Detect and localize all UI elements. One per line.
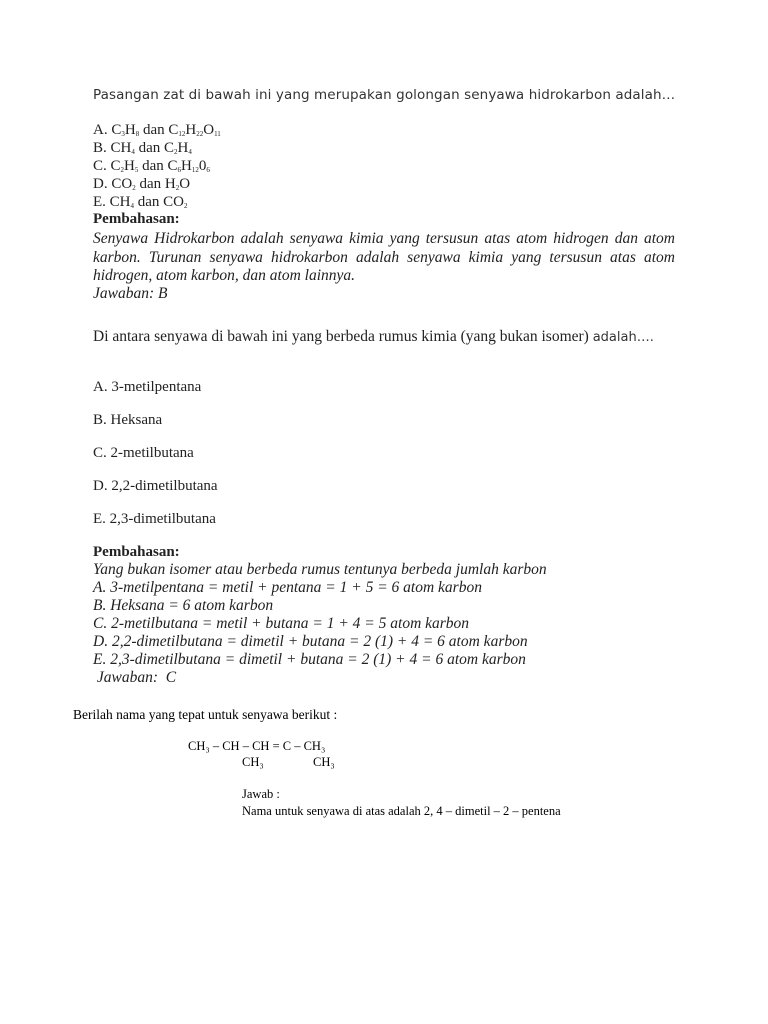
q2-explanation-line: D. 2,2-dimetilbutana = dimetil + butana = 2 (1) + 4 = 6 atom karbon: [93, 633, 528, 650]
formula-branch-2: CH₃: [313, 755, 335, 769]
formula-subscript: 12: [178, 130, 186, 138]
q2-option-b: B. Heksana: [93, 412, 163, 428]
q2-explanation-line: B. Heksana = 6 atom karbon: [93, 597, 274, 614]
option-letter: C.: [93, 158, 111, 174]
answer-label: Jawab :: [242, 787, 280, 801]
formula-text: dan C: [138, 158, 178, 174]
formula-text: H: [124, 158, 135, 174]
q2-answer: Jawaban: C: [93, 669, 177, 686]
q2-pembahasan-heading: Pembahasan:: [93, 544, 180, 560]
formula-main-chain: CH₃ – CH – CH = C – CH₃: [188, 739, 326, 753]
formula-subscript: 6: [177, 166, 182, 174]
q2-option-a: A. 3-metilpentana: [93, 379, 202, 395]
option-letter: A.: [93, 122, 112, 138]
q1-explanation: Senyawa Hidrokarbon adalah senyawa kimia yang tersusun atas atom hidrogen dan atom karbon. Turunan senyawa hidrokarbon adalah senyawa kimia yang tersusun atas atom hidrogen, atom karbon, dan atom lainnya.: [93, 230, 675, 284]
q2-explanation-line: C. 2-metilbutana = metil + butana = 1 + 4 = 5 atom karbon: [93, 615, 470, 632]
formula-text: H: [181, 158, 192, 174]
formula-text: C: [110, 158, 121, 174]
formula-text: CO: [111, 176, 133, 192]
formula-text: dan CO: [134, 194, 185, 210]
formula-subscript: 6: [206, 166, 210, 174]
formula-subscript: 4: [130, 202, 135, 210]
q2-option-e: E. 2,3-dimetilbutana: [93, 511, 216, 527]
formula-text: dan H: [135, 176, 176, 192]
option-letter: E.: [93, 194, 110, 210]
option-letter: B.: [93, 140, 111, 156]
formula-subscript: 3: [121, 130, 125, 138]
formula-subscript: 4: [188, 148, 192, 156]
question-3-text: Berilah nama yang tepat untuk senyawa berikut :: [73, 707, 338, 722]
formula-text: H: [124, 122, 136, 138]
formula-text: CH: [110, 140, 132, 156]
q1-pembahasan-heading: Pembahasan:: [93, 211, 180, 227]
q2-option-d: D. 2,2-dimetilbutana: [93, 478, 218, 494]
question-1-text: Pasangan zat di bawah ini yang merupakan golongan senyawa hidrokarbon adalah…: [93, 87, 676, 103]
formula-subscript: 2: [132, 184, 136, 192]
q2-option-c: C. 2-metilbutana: [93, 445, 194, 461]
formula-subscript: 2: [175, 184, 180, 192]
q2-explanation-line: A. 3-metilpentana = metil + pentana = 1 + 5 = 6 atom karbon: [93, 579, 482, 596]
formula-subscript: 2: [120, 166, 125, 174]
formula-branch-1: CH₃: [242, 755, 264, 769]
formula-subscript: 4: [131, 148, 135, 156]
formula-subscript: 5: [134, 166, 139, 174]
formula-subscript: 12: [191, 166, 199, 174]
formula-subscript: 2: [174, 148, 178, 156]
question-2-main: Di antara senyawa di bawah ini yang berbeda rumus kimia (yang bukan isomer): [93, 328, 593, 345]
q1-answer: Jawaban: B: [93, 285, 168, 302]
formula-text: CH: [109, 194, 131, 210]
formula-subscript: 8: [135, 130, 140, 138]
q2-explanation-line: Yang bukan isomer atau berbeda rumus tentunya berbeda jumlah karbon: [93, 561, 547, 578]
question-2-text: [93, 328, 675, 347]
formula-text: 0: [198, 158, 207, 174]
answer-text: Nama untuk senyawa di atas adalah 2, 4 – dimetil – 2 – pentena: [242, 804, 561, 818]
option-letter: D.: [93, 176, 112, 192]
formula-subscript: 11: [214, 130, 221, 138]
q2-explanation-line: E. 2,3-dimetilbutana = dimetil + butana = 2 (1) + 4 = 6 atom karbon: [93, 651, 526, 668]
formula-text: H: [185, 122, 197, 138]
formula-text: dan C: [134, 140, 175, 156]
formula-text: dan C: [139, 122, 179, 138]
formula-text: O: [179, 176, 191, 192]
formula-text: C: [111, 122, 122, 138]
formula-subscript: 2: [184, 202, 188, 210]
formula-subscript: 22: [196, 130, 204, 138]
formula-text: H: [177, 140, 189, 156]
formula-text: O: [203, 122, 215, 138]
question-2-tail: adalah….: [592, 330, 654, 345]
